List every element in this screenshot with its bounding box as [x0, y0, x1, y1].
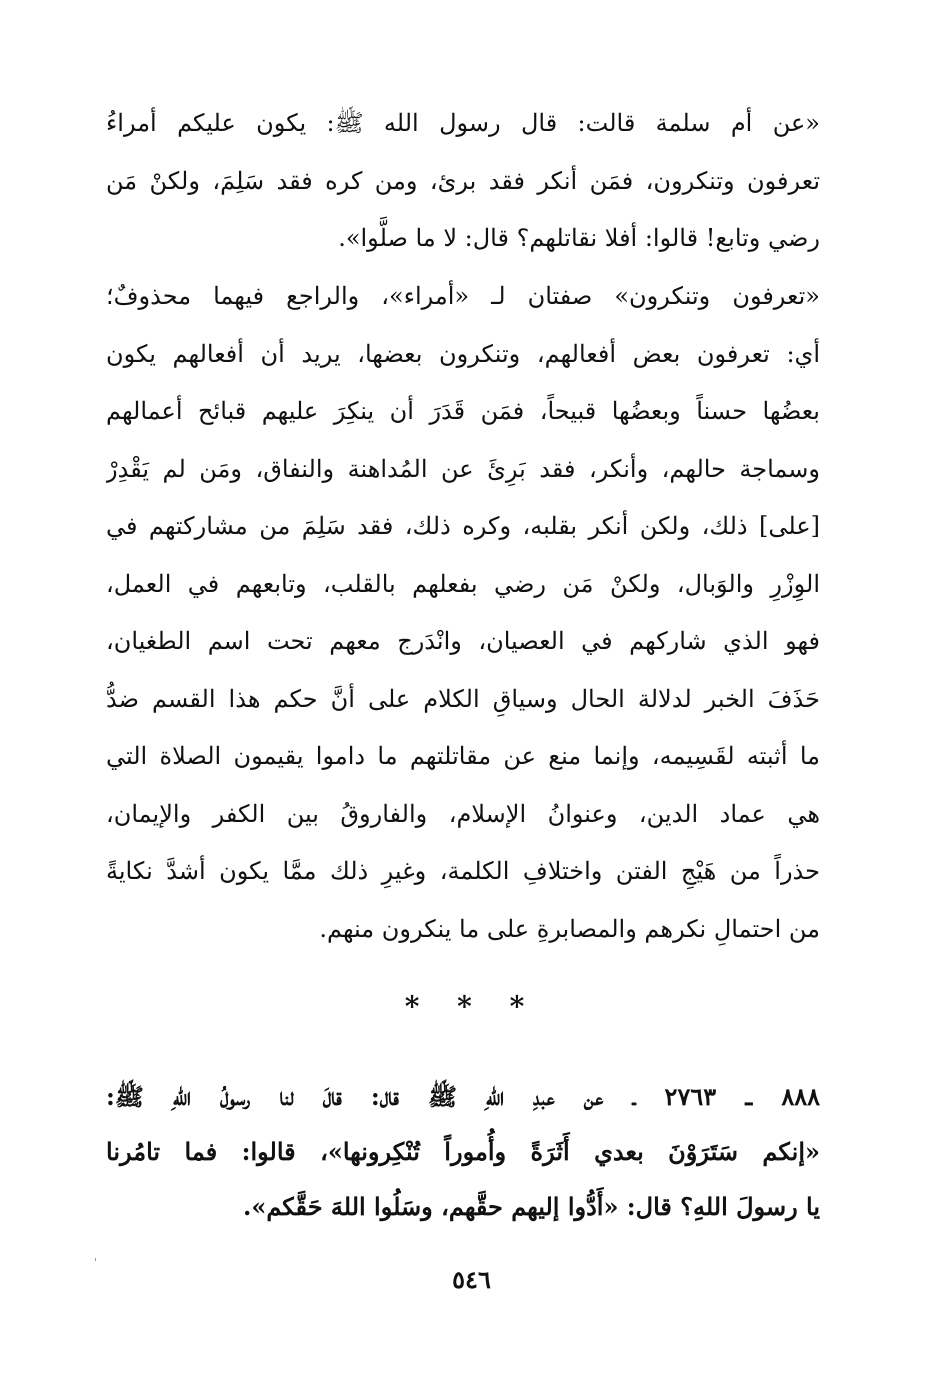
text-line: [على] ذلك، ولكن أنكر بقلبه، وكره ذلك، فقد سَلِمَ من مشاركتهم في — [106, 512, 820, 540]
text-line: يا رسولَ اللهِ؟ قال: «أَدُّوا إليهم حقَّهم، وسَلُوا اللهَ حَقَّكم». — [242, 1192, 820, 1221]
text-line: فهو الذي شاركهم في العصيان، وانْدَرج معهم تحت اسم الطغيان، — [106, 627, 820, 655]
hadith-quote-paragraph — [106, 95, 820, 268]
scan-mark — [95, 1258, 96, 1261]
text-line: ٨٨٨ ـ ٢٧٦٣ ـ عن عبدِ اللهِ ﷺ قال: قالَ لنا رسولُ اللهِ ﷺ: — [106, 1082, 820, 1111]
text-line: الوِزْرِ والوَبال، ولكنْ مَن رضي بفعلهم بالقلب، وتابعهم في العمل، — [106, 569, 820, 598]
text-line: هي عماد الدين، وعنوانُ الإسلام، والفاروقُ بين الكفر والإيمان، — [106, 799, 820, 828]
text-line: «تعرفون وتنكرون» صفتان لـ «أمراء»، والراجع فيهما محذوفٌ؛ — [106, 282, 820, 310]
commentary-paragraph — [106, 268, 820, 958]
page-number: ٥٤٦ — [452, 1265, 491, 1294]
text-line: من احتمالِ نكرهم والمصابرةِ على ما ينكرون منهم. — [319, 914, 820, 943]
section-separator: * * * — [404, 990, 539, 1023]
text-line: «إنكم سَتَرَوْنَ بعدي أَثَرَةً وأُموراً تُنْكِرونها»، قالوا: فما تامُرنا — [106, 1137, 820, 1166]
text-line: حذراً من هَيْجِ الفتن واختلافِ الكلمة، وغيرِ ذلك ممَّا يكون أشدَّ نكايةً — [106, 857, 820, 885]
text-line: حَذَفَ الخبر لدلالة الحال وسياقِ الكلام على أنَّ حكم هذا القسم ضدُّ — [106, 684, 820, 713]
text-line: ما أثبته لقَسِيمه، وإنما منع عن مقاتلتهم ما داموا يقيمون الصلاة التي — [106, 742, 820, 770]
text-line: وسماجة حالهم، وأنكر، فقد بَرِئَ عن المُداهنة والنفاق، ومَن لم يَقْدِرْ — [106, 454, 820, 483]
text-line: أي: تعرفون بعض أفعالهم، وتنكرون بعضها، يريد أن أفعالهم يكون — [106, 339, 820, 368]
text-line: رضي وتابع! قالوا: أفلا نقاتلهم؟ قال: لا ما صلَّوا». — [338, 224, 820, 252]
text-line: بعضُها حسناً وبعضُها قبيحاً، فمَن قَدَرَ أن ينكِرَ عليهم قبائح أعمالهم — [106, 397, 820, 425]
text-line: تعرفون وتنكرون، فمَن أنكر فقد برئ، ومن كره فقد سَلِمَ، ولكنْ مَن — [106, 166, 820, 195]
text-line: «عن أم سلمة قالت: قال رسول الله ﷺ: يكون عليكم أمراءُ — [106, 109, 820, 137]
hadith-entry-paragraph — [106, 1069, 820, 1234]
